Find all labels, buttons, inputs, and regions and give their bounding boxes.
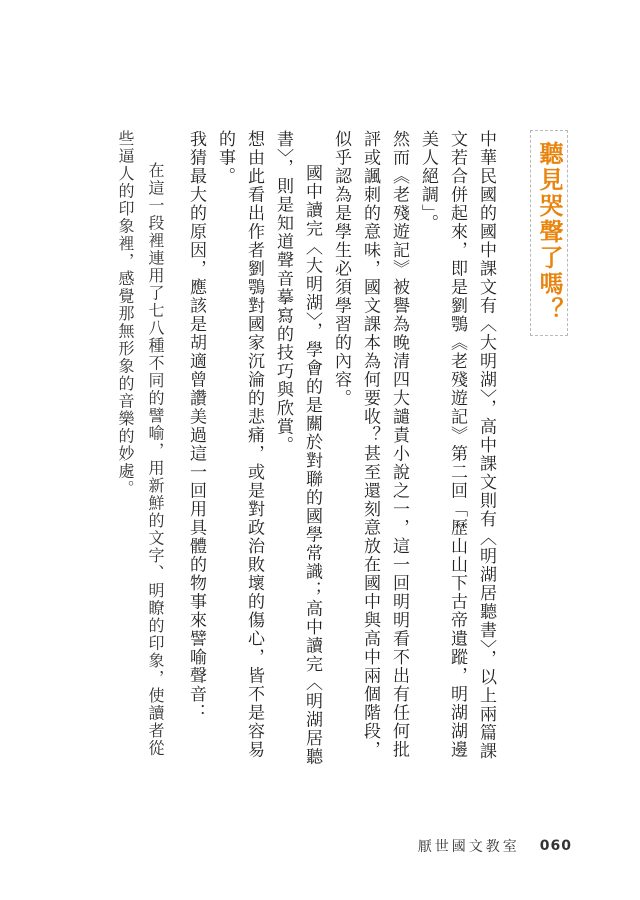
page-number: 060 [539, 838, 572, 854]
quote-text: 在這一段裡連用了七八種不同的譬喻，用新鮮的文字、明瞭的印象，使讀者從些逼人的印象裡，感覺那無形象的音樂的妙處。 [116, 130, 165, 757]
paragraph-1: 中華民國的國中課文有〈大明湖〉，高中課文則有〈明湖居聽書〉，以上兩篇課文若合併起來，即是劉鶚《老殘遊記》第二回「歷山山下古帝遺蹤，明湖湖邊美人絕調」。 [418, 130, 496, 761]
chapter-title: 聽見哭聲了嗎？ [535, 141, 563, 323]
paragraph-2: 然而《老殘遊記》被譽為晚清四大譴責小說之一，這一回明明看不出有任何批評或諷刺的意味，國文課本為何要收？甚至還刻意放在國中與高中兩個階段，似乎認為是學生必須學習的內容。 [331, 130, 409, 759]
main-text [181, 130, 500, 770]
chapter-title-box [530, 130, 568, 336]
paragraph-5: 我猜最大的原因，應該是胡適曾讚美過這一回用具體的物事來譬喻聲音： [186, 130, 206, 722]
quote-block [110, 130, 170, 770]
page-footer [418, 836, 572, 856]
paragraph-3: 國中讀完〈大明湖〉，學會的是關於對聯的國學常識；高中讀完〈明湖居聽書〉，則是知道聲音摹寫的技巧與欣賞。 [273, 130, 322, 766]
book-series-title: 厭世國文教室 [417, 839, 520, 855]
paragraph-4: 想由此看出作者劉鶚對國家沉淪的悲痛，或是對政治敗壞的傷心，皆不是容易的事。 [215, 130, 264, 759]
